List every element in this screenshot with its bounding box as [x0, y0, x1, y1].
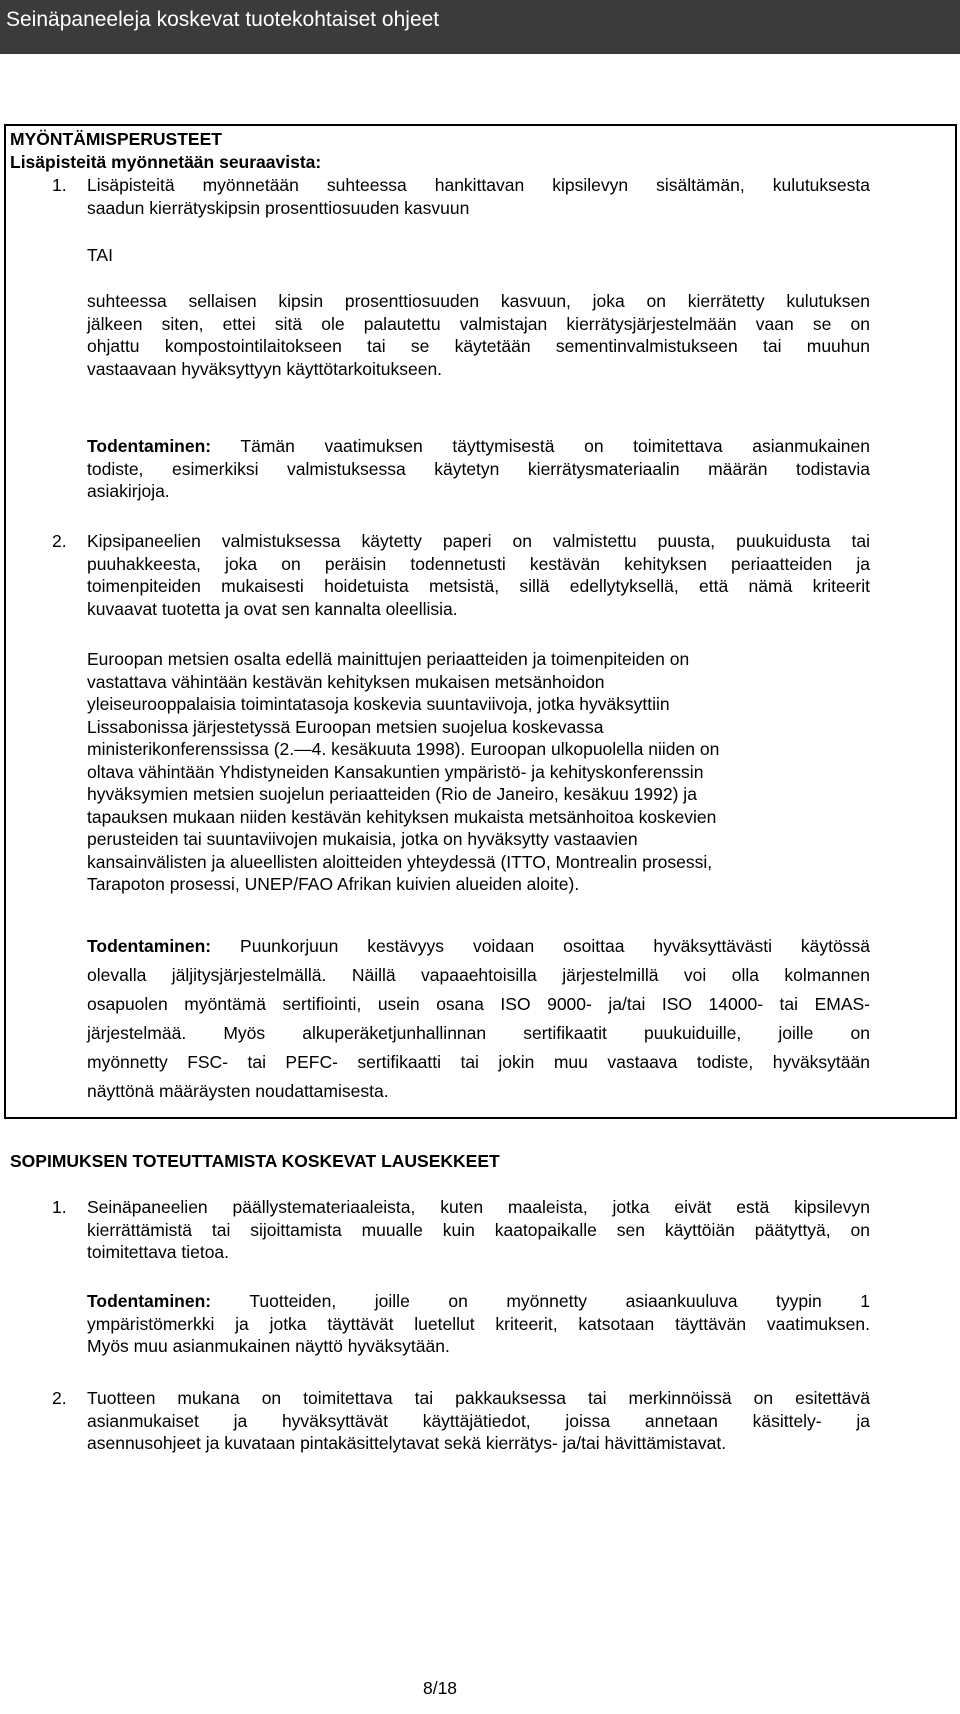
- verification-block: [87, 435, 870, 503]
- text-line: asianmukaiset ja hyväksyttävät käyttäjätiedot, joissa annetaan käsittely- ja: [87, 1410, 870, 1431]
- text-line: vastaavaan hyväksyttyyn käyttötarkoitukseen.: [87, 358, 443, 379]
- verification-block: [87, 932, 870, 1106]
- text-line: Tarapoton prosessi, UNEP/FAO Afrikan kuivien alueiden aloite).: [87, 874, 580, 894]
- section-heading: MYÖNTÄMISPERUSTEET: [10, 129, 222, 149]
- text-line: ohjattu kompostointilaitokseen tai se käytetään sementinvalmistukseen tai muuhun: [87, 336, 870, 356]
- text-line: myönnetty FSC- tai PEFC- sertifikaatti tai jokin muu vastaava todiste, hyväksytään: [87, 1052, 870, 1072]
- text-line: näyttönä määräysten noudattamisesta.: [87, 1081, 389, 1101]
- text-line: olevalla jäljitysjärjestelmällä. Näillä vapaaehtoisilla järjestelmillä voi olla kolmannen: [87, 965, 870, 985]
- verification-label: Todentaminen:: [87, 1291, 212, 1311]
- item-number: 2.: [52, 531, 67, 551]
- text-line: vastattava vähintään kestävän kehityksen mukaisen metsänhoidon: [87, 671, 605, 692]
- text-line: osapuolen myöntämä sertifiointi, usein osana ISO 9000- ja/tai ISO 14000- tai EMAS-: [87, 994, 870, 1014]
- document-title: Seinäpaneeleja koskevat tuotekohtaiset ohjeet: [6, 8, 440, 31]
- text-line: Tuotteen mukana on toimitettava tai pakkauksessa tai merkinnöissä on esitettävä: [87, 1388, 870, 1408]
- text-line: toimitettava tietoa.: [87, 1242, 230, 1262]
- text-line: Myös muu asianmukainen näyttö hyväksytään.: [87, 1336, 450, 1356]
- verification-text: Puunkorjuun kestävyys voidaan osoittaa hyväksyttävästi käytössä: [211, 936, 870, 956]
- text-line: Lisäpisteitä myönnetään suhteessa hankittavan kipsilevyn sisältämän, kulutuksesta: [87, 175, 870, 195]
- text-line: Seinäpaneelien päällystemateriaaleista, kuten maaleista, jotka eivät estä kipsilevyn: [87, 1197, 870, 1217]
- item-number: 2.: [52, 1388, 67, 1408]
- text-line: Kipsipaneelien valmistuksessa käytetty paperi on valmistettu puusta, puukuidusta tai: [87, 531, 870, 551]
- verification-label: Todentaminen:: [87, 936, 212, 956]
- or-label: TAI: [87, 245, 113, 265]
- document-header-bar: [0, 0, 960, 54]
- page-number: 8/18: [422, 1678, 458, 1698]
- verification-block: [87, 1290, 870, 1358]
- item-number: 1.: [52, 175, 67, 195]
- text-line: Lissabonissa järjestetyssä Euroopan metsien suojelua koskevassa: [87, 716, 604, 737]
- verification-text: Tuotteiden, joille on myönnetty asiaankuuluva tyypin 1: [211, 1291, 870, 1311]
- text-line: ministerikonferenssissa (2.—4. kesäkuuta 1998). Euroopan ulkopuolella niiden on: [87, 739, 720, 759]
- item-text: [87, 530, 870, 620]
- text-line: ympäristömerkki ja jotka täyttävät luetellut kriteerit, katsotaan täyttävän vaatimuksen.: [87, 1313, 870, 1334]
- item-text: [87, 1387, 870, 1455]
- text-line: kansainvälisten ja alueellisten aloitteiden yhteydessä (ITTO, Montrealin prosessi,: [87, 851, 713, 872]
- text-line: asennusohjeet ja kuvataan pintakäsittelytavat sekä kierrätys- ja/tai hävittämistavat.: [87, 1433, 727, 1453]
- item-text: [87, 174, 870, 219]
- text-line: kierrättämistä tai sijoittamista muualle kuin kaatopaikalle sen käyttöiän päätyttyä, on: [87, 1219, 870, 1240]
- text-line: [87, 932, 870, 961]
- text-line: järjestelmää. Myös alkuperäketjunhallinnan sertifikaatit puukuiduille, joille on: [87, 1023, 870, 1043]
- text-line: tapauksen mukaan niiden kestävän kehityksen mukaista metsänhoitoa koskevien: [87, 806, 717, 827]
- text-line: jälkeen siten, ettei sitä ole palautettu valmistajan kierrätysjärjestelmään vaan se on: [87, 313, 870, 334]
- text-line: puuhakkeesta, joka on peräisin todennetusti kestävän kehityksen periaatteiden ja: [87, 553, 870, 574]
- text-line: suhteessa sellaisen kipsin prosenttiosuuden kasvuun, joka on kierrätetty kulutuksen: [87, 291, 870, 311]
- text-line: oltava vähintään Yhdistyneiden Kansakuntien ympäristö- ja kehityskonferenssin: [87, 761, 704, 782]
- text-line: hyväksymien metsien suojelun periaatteiden (Rio de Janeiro, kesäkuu 1992) ja: [87, 784, 697, 804]
- text-line: toimenpiteiden mukaisesti hoidetuista metsistä, sillä edellytyksellä, että nämä kriteerit: [87, 576, 870, 596]
- text-line: asiakirjoja.: [87, 481, 170, 501]
- text-line: todiste, esimerkiksi valmistuksessa käytetyn kierrätysmateriaalin määrän todistavia: [87, 458, 870, 479]
- text-line: [87, 435, 870, 458]
- verification-text: Tämän vaatimuksen täyttymisestä on toimitettava asianmukainen: [211, 436, 870, 456]
- item-text: [87, 1196, 870, 1264]
- text-line: [87, 1290, 870, 1313]
- section-heading: SOPIMUKSEN TOTEUTTAMISTA KOSKEVAT LAUSEKKEET: [10, 1151, 500, 1171]
- item-number: 1.: [52, 1197, 67, 1217]
- verification-label: Todentaminen:: [87, 436, 212, 456]
- text-line: perusteiden tai suuntaviivojen mukaisia, jotka on hyväksytty vastaavien: [87, 829, 638, 849]
- text-line: yleiseurooppalaisia toimintatasoja koskevia suuntaviivoja, jotka hyväksyttiin: [87, 694, 670, 714]
- text-line: kuvaavat tuotetta ja ovat sen kannalta oleellisia.: [87, 598, 458, 619]
- text-line: saadun kierrätyskipsin prosenttiosuuden kasvuun: [87, 197, 470, 218]
- text-line: Euroopan metsien osalta edellä mainittujen periaatteiden ja toimenpiteiden on: [87, 649, 690, 669]
- item-paragraph: [87, 648, 870, 896]
- section-subheading: Lisäpisteitä myönnetään seuraavista:: [10, 152, 322, 172]
- item-text: [87, 290, 870, 380]
